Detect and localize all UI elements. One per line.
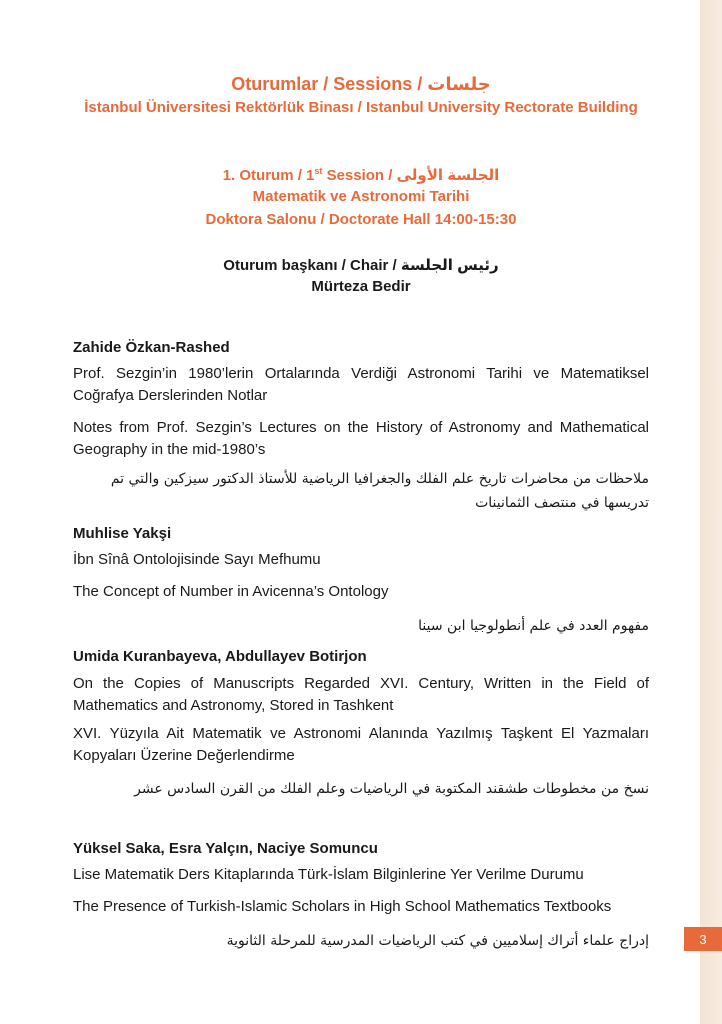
paper-2-authors: Muhlise Yakşi: [73, 525, 172, 542]
paper-3-title-ar: نسخ من مخطوطات طشقند المكتوبة في الرياضيات وعلم الفلك من القرن السادس عشر: [134, 781, 649, 797]
paper-1-title-en: Notes from Prof. Sezgin’s Lectures on the History of Astronomy and Mathematical Geography in the mid-1980’s: [73, 419, 649, 458]
paper-4-title-tr: Lise Matematik Ders Kitaplarında Türk-İslam Bilginlerine Yer Verilme Durumu: [73, 866, 584, 883]
session-hall: Doktora Salonu / Doctorate Hall 14:00-15:30: [205, 211, 517, 228]
chair-name: Mürteza Bedir: [311, 278, 411, 295]
paper-4-authors: Yüksel Saka, Esra Yalçın, Naciye Somuncu: [73, 840, 378, 857]
paper-1-title-ar: ملاحظات من محاضرات تاريخ علم الفلك والجغرافيا الرياضية للأستاذ الدكتور سيزكين والتي تم تدريسها في منتصف الثمانينات: [110, 471, 649, 511]
paper-3-authors: Umida Kuranbayeva, Abdullayev Botirjon: [73, 648, 367, 665]
session-title-pre: 1. Oturum / 1: [222, 167, 315, 184]
paper-4-title-en: The Presence of Turkish-Islamic Scholars in High School Mathematics Textbooks: [73, 898, 612, 915]
paper-1-title-tr: Prof. Sezgin’in 1980’lerin Ortalarında Verdiği Astronomi Tarihi ve Matematiksel Coğrafya Derslerinden Notlar: [73, 365, 649, 404]
session-title: [0, 166, 722, 184]
paper-3-title-tr: XVI. Yüzyıla Ait Matematik ve Astronomi Alanında Yazılmış Taşkent El Yazmaları Kopyaları Üzerine Değerlendirme: [73, 725, 649, 764]
chair-label: Oturum başkanı / Chair / رئيس الجلسة: [223, 257, 499, 274]
session-topic: Matematik ve Astronomi Tarihi: [252, 188, 470, 205]
paper-2-title-en: The Concept of Number in Avicenna’s Ontology: [73, 583, 389, 600]
page-title: Oturumlar / Sessions / جلسات: [231, 74, 491, 94]
page-number-badge: 3: [684, 927, 722, 951]
paper-2-title-ar: مفهوم العدد في علم أنطولوجيا ابن سينا: [418, 618, 649, 634]
page-edge-strip: [700, 0, 722, 1024]
paper-3-title-en: On the Copies of Manuscripts Regarded XVI. Century, Written in the Field of Mathematics and Astronomy, Stored in Tashkent: [73, 675, 649, 714]
session-title-sup: st: [314, 166, 323, 176]
paper-2-title-tr: İbn Sînâ Ontolojisinde Sayı Mefhumu: [73, 551, 321, 568]
paper-4-title-ar: إدراج علماء أتراك إسلاميين في كتب الرياضيات المدرسية للمرحلة الثانوية: [226, 933, 649, 949]
session-title-post: Session / الجلسة الأولى: [322, 167, 500, 184]
paper-1-authors: Zahide Özkan-Rashed: [73, 339, 230, 356]
venue-subtitle: İstanbul Üniversitesi Rektörlük Binası / Istanbul University Rectorate Building: [84, 99, 638, 116]
